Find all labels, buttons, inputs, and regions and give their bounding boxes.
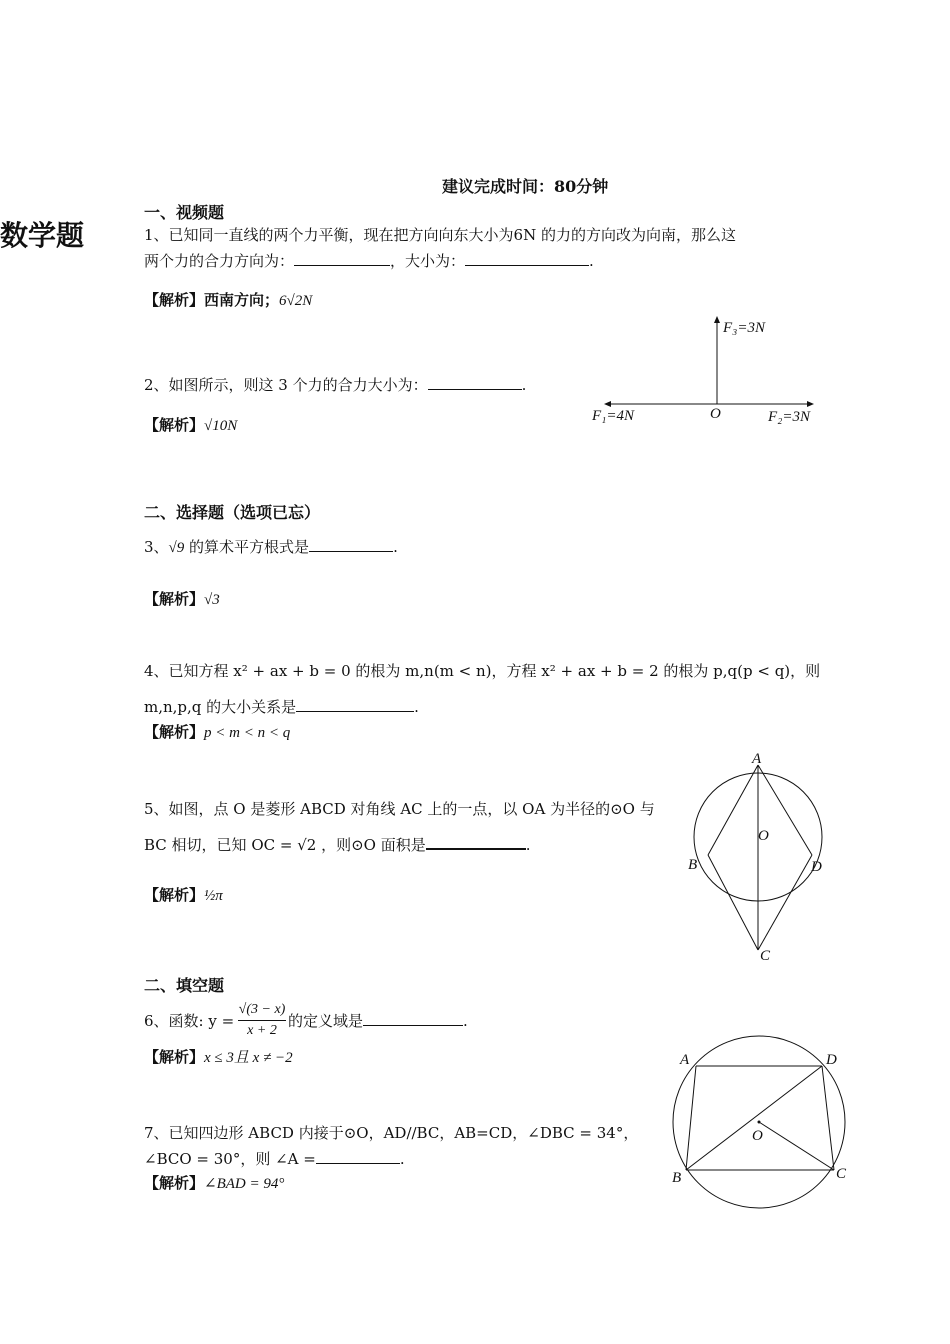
q7-label-d: D <box>826 1052 837 1068</box>
answer-tag: 【解析】 <box>144 590 205 608</box>
q7-side-dc <box>822 1066 834 1170</box>
f1-label: F₁=4N <box>592 408 635 424</box>
q2-answer-math: √10N <box>204 418 238 434</box>
side-title: 数学题 <box>0 219 85 252</box>
q7-quadrilateral-diagram <box>664 1032 864 1222</box>
q5-label-a: A <box>752 751 762 767</box>
q4-line2-text: m,n,p,q 的大小关系是 <box>144 698 297 716</box>
q5-answer-math: ½π <box>204 888 223 904</box>
q6-answer-math: x ≤ 3且 x ≠ −2 <box>204 1050 293 1066</box>
q5-label-o: O <box>758 828 769 844</box>
q2-text-label: 2、如图所示，则这 3 个力的合力大小为： <box>144 376 428 394</box>
q6-numerator: √(3 − x) <box>238 1000 286 1021</box>
q1-blank1[interactable] <box>294 251 390 266</box>
q3-answer-math: √3 <box>204 592 220 608</box>
q5-line1: 5、如图，点 O 是菱形 ABCD 对角线 AC 上的一点，以 OA 为半径的⊙O 与 <box>144 800 655 818</box>
q7-label-b: B <box>672 1170 682 1186</box>
q1-line1: 1、已知同一直线的两个力平衡，现在把方向向东大小为6N 的力的方向改为向南，那么这 <box>144 226 736 244</box>
q1-answer-text: 西南方向； <box>204 291 280 309</box>
q3-suffix: 的算术平方根式是 <box>184 538 310 556</box>
answer-tag: 【解析】 <box>144 416 205 434</box>
q1-answer <box>144 289 312 312</box>
answer-tag: 【解析】 <box>144 1048 205 1066</box>
q6-denominator: x + 2 <box>247 1023 277 1038</box>
q1-line2b: ，大小为： <box>390 252 466 270</box>
q7-line2-text: ∠BCO = 30°，则 ∠A = <box>144 1150 316 1168</box>
q7-blank[interactable] <box>316 1149 400 1164</box>
q6-blank[interactable] <box>363 1011 463 1026</box>
q3-blank[interactable] <box>309 537 393 552</box>
time-note: 建议完成时间：80分钟 <box>442 177 609 196</box>
q7-side-ab <box>686 1066 696 1170</box>
answer-tag: 【解析】 <box>144 723 205 741</box>
q4-line2: m,n,p,q 的大小关系是 . <box>144 698 419 716</box>
q6-prefix: 6、函数: y = <box>144 1012 235 1030</box>
q5-line2: BC 相切，已知 OC = √2 ，则⊙O 面积是 . <box>144 836 531 854</box>
origin-label: O <box>710 406 721 422</box>
q7-label-o: O <box>752 1128 763 1144</box>
q5-line2-text: BC 相切，已知 OC = √2 ，则⊙O 面积是 <box>144 836 426 854</box>
q3-answer <box>144 588 220 611</box>
q5-label-d: D <box>811 859 822 875</box>
q1-answer-math: 6√2N <box>279 293 313 309</box>
q6-suffix: 的定义域是 . <box>288 1012 468 1030</box>
q7-answer <box>144 1172 284 1195</box>
q7-radius-oc <box>759 1122 834 1170</box>
q5-blank[interactable] <box>426 834 526 850</box>
q3-prefix: 3、 <box>144 538 169 556</box>
q4-line1: 4、已知方程 x² + ax + b = 0 的根为 m,n(m < n)，方程 x² + ax + b = 2 的根为 p,q(p < q)，则 <box>144 662 821 680</box>
q5-side-dc <box>758 855 812 950</box>
q4-answer-math: p < m < n < q <box>204 725 291 741</box>
f3-label: F₃=3N <box>723 320 766 336</box>
answer-tag: 【解析】 <box>144 1174 205 1192</box>
q5-rhombus-diagram <box>680 745 830 970</box>
q6-answer <box>144 1046 293 1069</box>
f1-arrowhead <box>604 401 611 407</box>
q3-text: 3、√9 的算术平方根式是 . <box>144 538 398 556</box>
q5-label-b: B <box>688 857 698 873</box>
q7-label-c: C <box>836 1166 847 1182</box>
q7-line2: ∠BCO = 30°，则 ∠A = . <box>144 1150 405 1168</box>
q7-line1: 7、已知四边形 ABCD 内接于⊙O，AD//BC，AB=CD，∠DBC = 34°， <box>144 1124 639 1142</box>
q1-blank2[interactable] <box>465 251 589 266</box>
section-fill: 二、填空题 <box>144 976 225 995</box>
q7-label-a: A <box>680 1052 690 1068</box>
section-video: 一、视频题 <box>144 203 225 222</box>
q1-line2: 两个力的合力方向为： ，大小为： . <box>144 252 594 270</box>
section-choice: 二、选择题（选项已忘） <box>144 503 321 522</box>
q4-blank[interactable] <box>296 697 414 712</box>
q2-blank[interactable] <box>428 375 522 390</box>
q3-math: √9 <box>168 540 185 556</box>
q6-fraction <box>238 1000 286 1041</box>
q7-diagonal-bd <box>686 1066 822 1170</box>
f2-arrowhead <box>807 401 814 407</box>
f3-arrowhead <box>714 316 720 323</box>
q2-force-diagram <box>580 310 830 430</box>
q6-suffix-text: 的定义域是 <box>288 1012 364 1030</box>
q7-center-dot <box>758 1121 761 1124</box>
q5-label-c: C <box>760 948 771 964</box>
q1-line2a: 两个力的合力方向为： <box>144 252 295 270</box>
q2-answer <box>144 414 237 437</box>
q7-answer-math: ∠BAD = 94° <box>204 1176 285 1192</box>
q4-answer <box>144 721 290 744</box>
q2-text: 2、如图所示，则这 3 个力的合力大小为： . <box>144 376 527 394</box>
answer-tag: 【解析】 <box>144 291 205 309</box>
q5-answer <box>144 884 223 907</box>
answer-tag: 【解析】 <box>144 886 205 904</box>
q5-side-bc <box>708 855 758 950</box>
f2-label: F₂=3N <box>768 409 811 425</box>
